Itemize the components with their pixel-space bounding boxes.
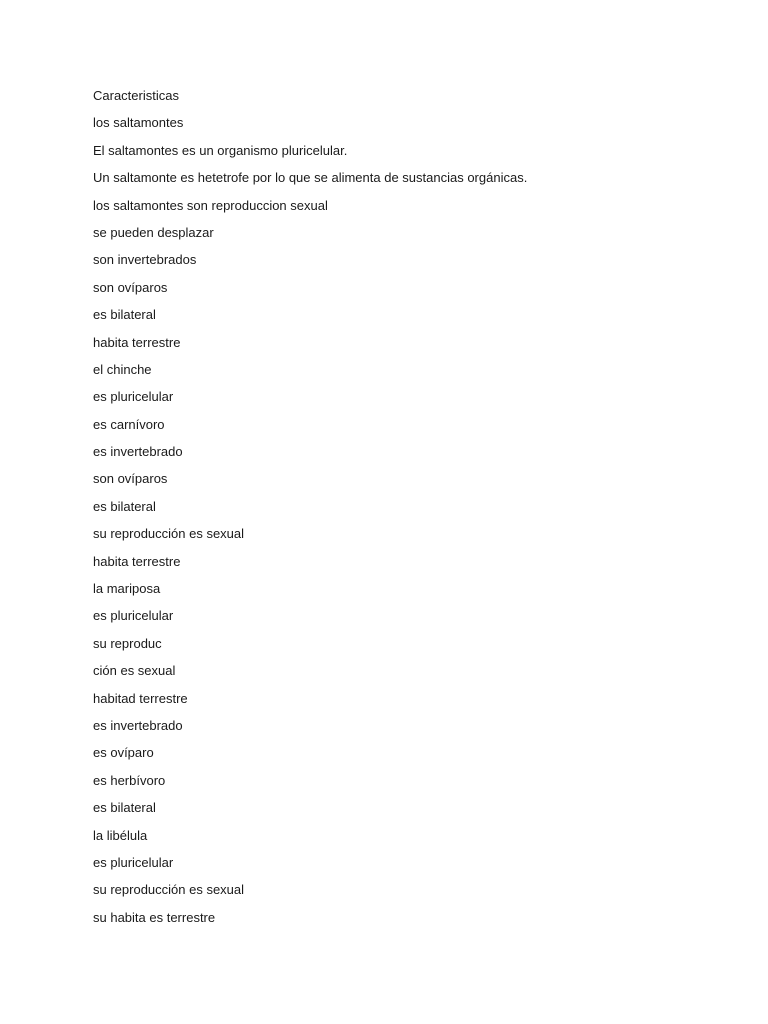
- text-line: es invertebrado: [93, 717, 183, 733]
- text-line: la libélula: [93, 827, 148, 843]
- text-line: habita terrestre: [93, 553, 181, 569]
- document-body: [93, 86, 693, 935]
- text-line: es bilateral: [93, 498, 156, 514]
- text-line: su reproduc: [93, 635, 162, 651]
- text-line: son ovíparos: [93, 471, 168, 487]
- text-line: habitad terrestre: [93, 690, 188, 706]
- text-line: habita terrestre: [93, 334, 181, 350]
- text-line: es bilateral: [93, 307, 156, 323]
- text-line: es ovíparo: [93, 745, 154, 761]
- text-line: es invertebrado: [93, 444, 183, 460]
- text-line: El saltamontes es un organismo pluricelular.: [93, 142, 348, 158]
- text-line: es pluricelular: [93, 854, 174, 870]
- text-line: su reproducción es sexual: [93, 882, 245, 898]
- text-line: es herbívoro: [93, 772, 166, 788]
- text-line: el chinche: [93, 361, 152, 377]
- text-line: es pluricelular: [93, 389, 174, 405]
- text-line: se pueden desplazar: [93, 224, 214, 240]
- text-line: la mariposa: [93, 581, 161, 597]
- text-line: son ovíparos: [93, 279, 168, 295]
- text-line: Caracteristicas: [93, 88, 179, 103]
- text-line: ción es sexual: [93, 663, 176, 679]
- text-line: es bilateral: [93, 800, 156, 816]
- text-line: son invertebrados: [93, 252, 197, 268]
- text-line: es pluricelular: [93, 608, 174, 624]
- text-line: es carnívoro: [93, 416, 165, 432]
- text-line: los saltamontes: [93, 115, 184, 131]
- text-line: su reproducción es sexual: [93, 526, 245, 542]
- text-line: los saltamontes son reproduccion sexual: [93, 197, 328, 213]
- text-line: su habita es terrestre: [93, 909, 216, 925]
- text-line: Un saltamonte es hetetrofe por lo que se alimenta de sustancias orgánicas.: [93, 170, 528, 186]
